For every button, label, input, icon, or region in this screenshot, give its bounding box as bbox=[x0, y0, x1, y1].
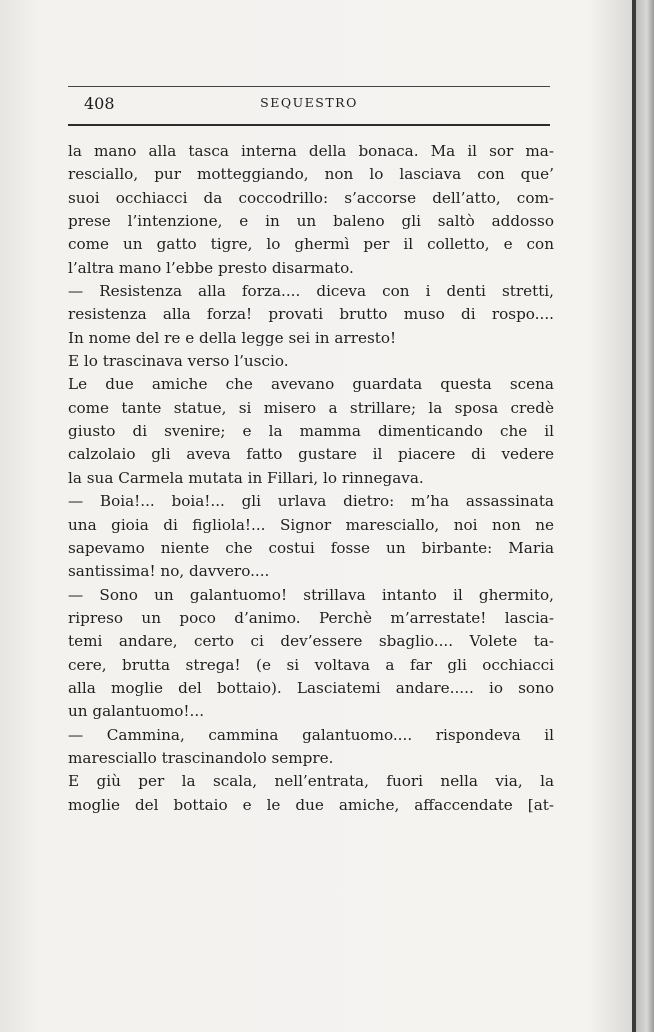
text-line: resistenza alla forza! provati brutto muso di rospo.... bbox=[68, 305, 554, 324]
text-line: suoi occhiacci da coccodrillo: s’accorse dell’atto, com- bbox=[68, 188, 554, 207]
text-line: temi andare, certo ci dev’essere sbaglio.... Volete ta- bbox=[68, 632, 554, 651]
text-line: E giù per la scala, nell’entrata, fuori nella via, la bbox=[68, 772, 554, 791]
text-line: alla moglie del bottaio). Lasciatemi andare..... io sono bbox=[68, 678, 554, 697]
page-number: 408 bbox=[84, 94, 115, 113]
text-line: cere, brutta strega! (e si voltava a far gli occhiacci bbox=[68, 655, 554, 674]
binding-gutter bbox=[636, 0, 654, 1032]
text-line: — Boia!... boia!... gli urlava dietro: m’ha assassinata bbox=[68, 492, 554, 511]
header-rule-bottom bbox=[68, 124, 550, 126]
text-line: una gioia di figliola!... Signor maresciallo, noi non ne bbox=[68, 515, 554, 534]
running-title: SEQUESTRO bbox=[260, 95, 358, 110]
text-line: un galantuomo!... bbox=[68, 702, 205, 721]
text-line: moglie del bottaio e le due amiche, affaccendate [at- bbox=[68, 795, 554, 814]
text-line: santissima! no, davvero.... bbox=[68, 562, 270, 581]
text-line: come un gatto tigre, lo ghermì per il colletto, e con bbox=[68, 235, 554, 254]
text-line: calzolaio gli aveva fatto gustare il piacere di vedere bbox=[68, 445, 554, 464]
text-line: prese l’intenzione, e in un baleno gli saltò addosso bbox=[68, 212, 554, 231]
text-line: come tante statue, si misero a strillare; la sposa credè bbox=[68, 398, 554, 417]
text-line: ripreso un poco d’animo. Perchè m’arrestate! lascia- bbox=[68, 608, 554, 627]
text-line: E lo trascinava verso l’uscio. bbox=[68, 352, 289, 371]
text-line: la sua Carmela mutata in Fillari, lo rinnegava. bbox=[68, 468, 424, 487]
text-line: In nome del re e della legge sei in arresto! bbox=[68, 328, 397, 347]
text-line: — Resistenza alla forza.... diceva con i denti stretti, bbox=[68, 282, 554, 301]
text-line: l’altra mano l’ebbe presto disarmato. bbox=[68, 258, 354, 277]
text-line: sapevamo niente che costui fosse un birbante: Maria bbox=[68, 538, 554, 557]
page-header bbox=[68, 84, 550, 134]
text-line: la mano alla tasca interna della bonaca. Ma il sor ma- bbox=[68, 142, 554, 160]
text-line: Le due amiche che avevano guardata questa scena bbox=[68, 375, 554, 394]
header-rule-top bbox=[68, 86, 550, 87]
text-line: resciallo, pur motteggiando, non lo lasciava con que’ bbox=[68, 165, 554, 184]
text-line: — Sono un galantuomo! strillava intanto il ghermito, bbox=[68, 585, 554, 604]
text-line: — Cammina, cammina galantuomo.... rispondeva il bbox=[68, 725, 554, 744]
body-text bbox=[68, 140, 554, 817]
text-line: maresciallo trascinandolo sempre. bbox=[68, 748, 334, 767]
text-line: giusto di svenire; e la mamma dimenticando che il bbox=[68, 422, 554, 441]
